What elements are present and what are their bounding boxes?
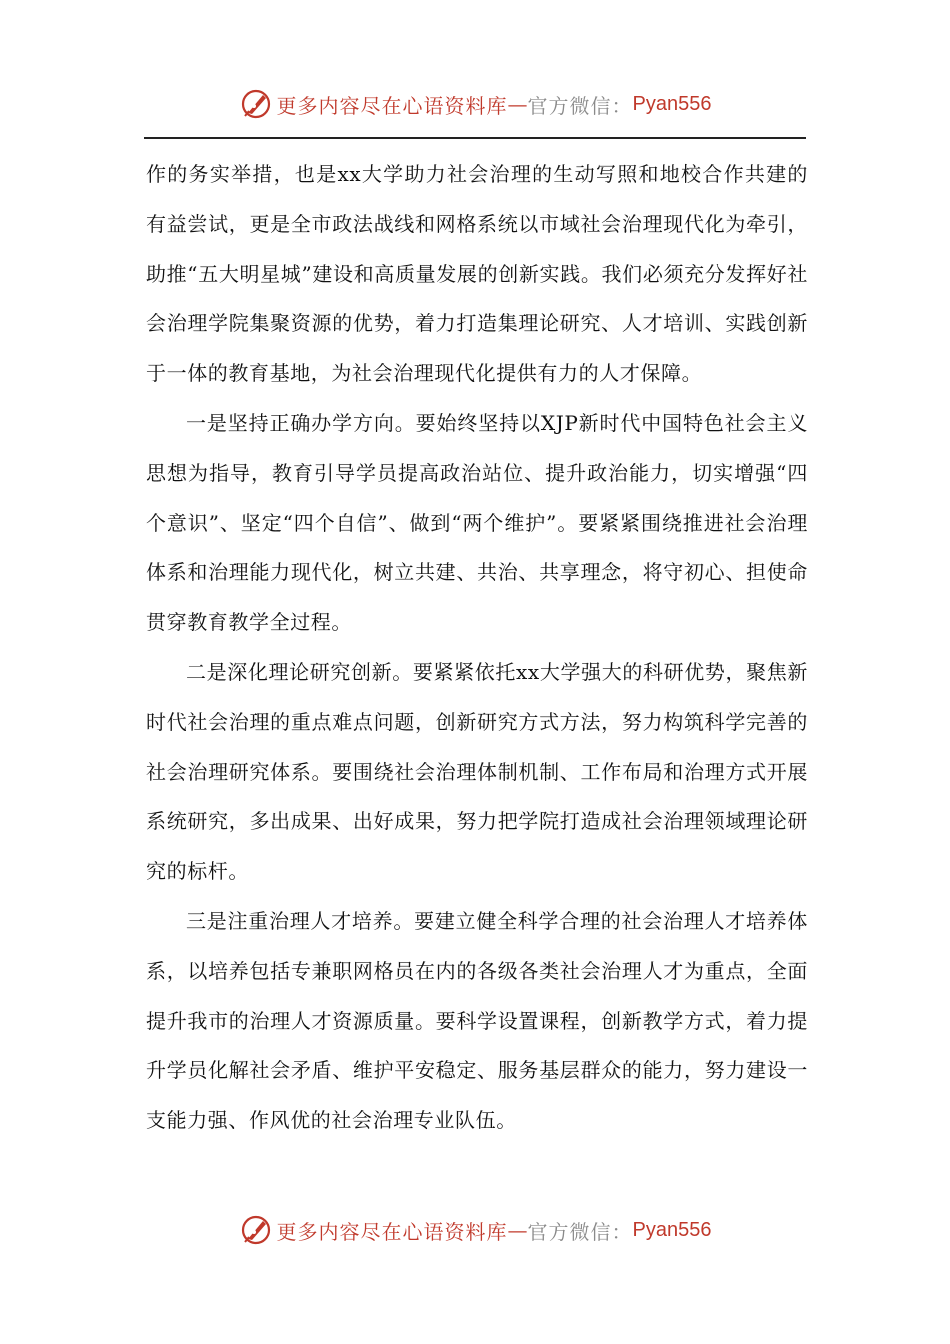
footer-brand: 更多内容尽在心语资料库 [276, 1219, 508, 1244]
header-wechat-label: 官方微信： [527, 93, 633, 118]
paragraph-point-three: 三是注重治理人才培养。要建立健全科学合理的社会治理人才培养体系，以培养包括专兼职网格员在内的各级各类社会治理人才为重点，全面提升我市的治理人才资源质量。要科学设置课程，创新教学方式，着力提升学员化解社会矛盾、维护平安稳定、服务基层群众的能力，努力建设一支能力强、作风优的社会治理专业队伍。 [146, 908, 808, 1133]
footer-dash: — [507, 1218, 528, 1242]
paragraph-point-two: 二是深化理论研究创新。要紧紧依托xx大学强大的科研优势，聚焦新时代社会治理的重点难点问题，创新研究方式方法，努力构筑科学完善的社会治理研究体系。要围绕社会治理体制机制、工作布局和治理方式开展系统研究，多出成果、出好成果，努力把学院打造成社会治理领域理论研究的标杆。 [146, 659, 808, 884]
header-banner [0, 84, 950, 124]
paragraph-continuation: 作的务实举措，也是xx大学助力社会治理的生动写照和地校合作共建的有益尝试，更是全市政法战线和网格系统以市域社会治理现代化为牵引，助推“五大明星城”建设和高质量发展的创新实践。我们必须充分发挥好社会治理学院集聚资源的优势，着力打造集理论研究、人才培训、实践创新于一体的教育基地，为社会治理现代化提供有力的人才保障。 [146, 162, 808, 386]
quill-logo-icon [239, 1213, 273, 1247]
document-body [146, 150, 808, 1146]
paragraph-point-one: 一是坚持正确办学方向。要始终坚持以XJP新时代中国特色社会主义思想为指导，教育引导学员提高政治站位、提升政治能力，切实增强“四个意识”、坚定“四个自信”、做到“两个维护”。要紧紧围绕推进社会治理体系和治理能力现代化，树立共建、共治、共享理念，将守初心、担使命贯穿教育教学全过程。 [146, 410, 808, 635]
header-wechat-id: Pyan556 [632, 92, 712, 115]
header-brand: 更多内容尽在心语资料库 [276, 93, 508, 118]
footer-wechat-id: Pyan556 [632, 1218, 712, 1241]
footer-wechat-label: 官方微信： [527, 1219, 633, 1244]
footer-banner [0, 1210, 950, 1250]
header-divider [144, 137, 806, 139]
header-dash: — [507, 92, 528, 116]
quill-logo-icon [239, 87, 273, 121]
